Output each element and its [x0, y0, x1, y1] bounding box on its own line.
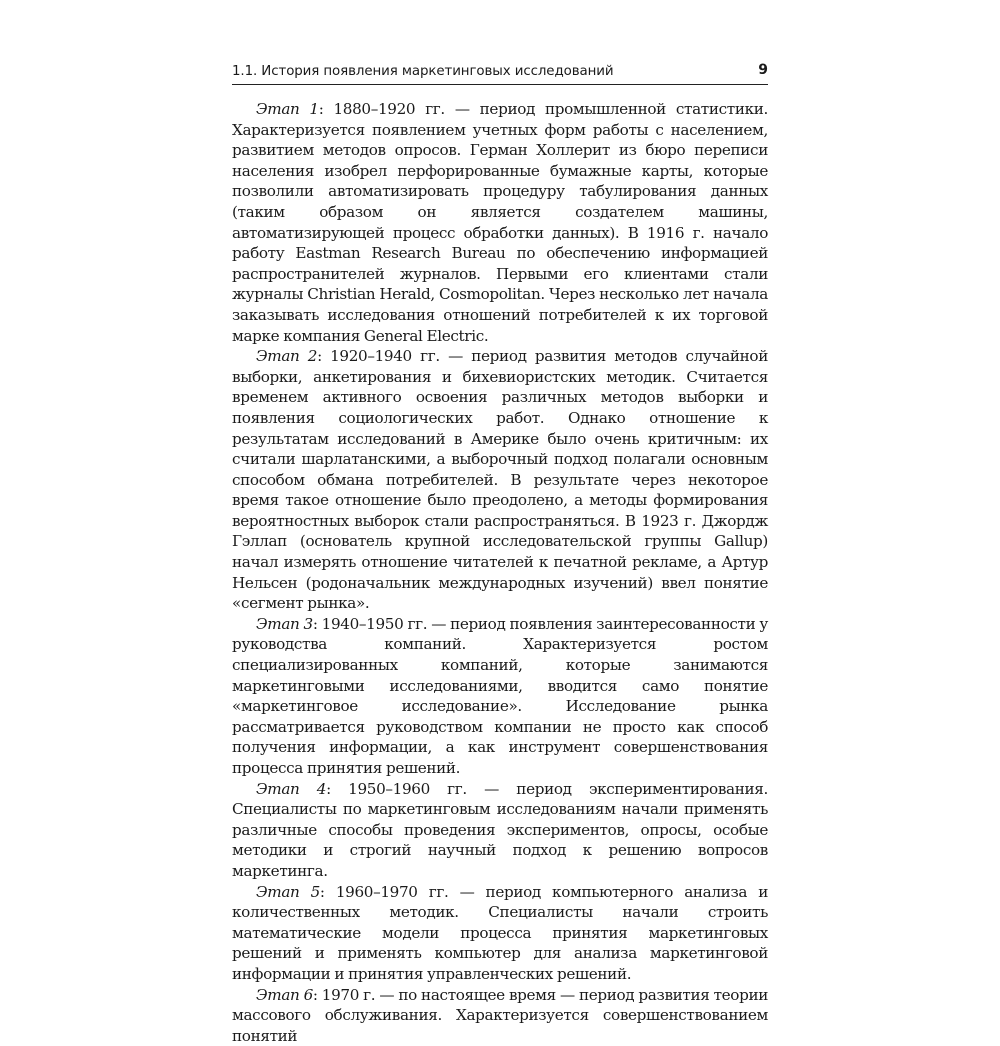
paragraph-stage-1: [232, 99, 768, 346]
paragraph-stage-4: [232, 779, 768, 882]
paragraph-text: : 1920–1940 гг. — период развития методов случайной выборки, анкетирования и бихевиористских методик. Считается временем активного освоения различных методов выборки и появления социологических работ. Однако отношение к результатам исследований в Америке было очень критичным: их считали шарлатанскими, а выборочный подход полагали основным способом обмана потребителей. В результате через некоторое время такое отношение было преодолено, а методы формирования вероятностных выборок стали распространяться. В 1923 г. Джордж Гэллап (основатель крупной исследовательской группы Gallup) начал измерять отношение читателей к печатной рекламе, а Артур Нельсен (родоначальник международных изучений) ввел понятие «сегмент рынка».: [232, 347, 769, 613]
stage-label: Этап 2: [256, 347, 318, 366]
page-number: 9: [758, 62, 768, 78]
paragraph-stage-2: [232, 346, 768, 614]
paragraph-text: : 1880–1920 гг. — период промышленной статистики. Характеризуется появлением учетных форм работы с населением, развитием методов опросов. Герман Холлерит из бюро переписи населения изобрел перфорированные бумажные карты, которые позволили автоматизировать процедуру табулирования данных (таким образом он является создателем машины, автоматизирующей процесс обработки данных). В 1916 г. начало работу Eastman Research Bureau по обеспечению информацией распространителей журналов. Первыми его клиентами стали журналы Christian Herald, Cosmopolitan. Через несколько лет начала заказывать исследования отношений потребителей к их торговой марке компания General Electric.: [232, 100, 769, 345]
stage-label: Этап 4: [256, 779, 327, 798]
paragraph-stage-6: [232, 985, 768, 1046]
paragraph-text: : 1940–1950 гг. — период появления заинтересованности у руководства компаний. Характеризуется ростом специализированных компаний, которые занимаются маркетинговыми исследованиями, вводится само понятие «маркетинговое исследование». Исследование рынка рассматривается руководством компании не просто как способ получения информации, а как инструмент совершенствования процесса принятия решений.: [232, 614, 769, 777]
paragraph-stage-3: [232, 614, 768, 779]
paragraph-text: : 1950–1960 гг. — период экспериментирования. Специалисты по маркетинговым исследованиям начали применять различные способы проведения экспериментов, опросы, особые методики и строгий научный подход к решению вопросов маркетинга.: [232, 779, 768, 880]
stage-label: Этап 1: [256, 100, 319, 118]
stage-label: Этап 6: [256, 985, 313, 1004]
paragraph-stage-5: [232, 882, 768, 985]
stage-label: Этап 3: [256, 614, 313, 633]
stage-label: Этап 5: [256, 882, 320, 901]
running-header: [232, 62, 768, 85]
running-title: 1.1. История появления маркетинговых исследований: [232, 64, 614, 79]
body-text: [232, 99, 768, 1046]
paragraph-text: : 1960–1970 гг. — период компьютерного анализа и количественных методик. Специалисты начали строить математические модели процесса принятия маркетинговых решений и применять компьютер для анализа маркетинговой информации и принятия управленческих решений.: [232, 882, 769, 983]
paragraph-text: : 1970 г. — по настоящее время — период развития теории массового обслуживания. Характеризуется совершенствованием понятий: [232, 985, 768, 1045]
